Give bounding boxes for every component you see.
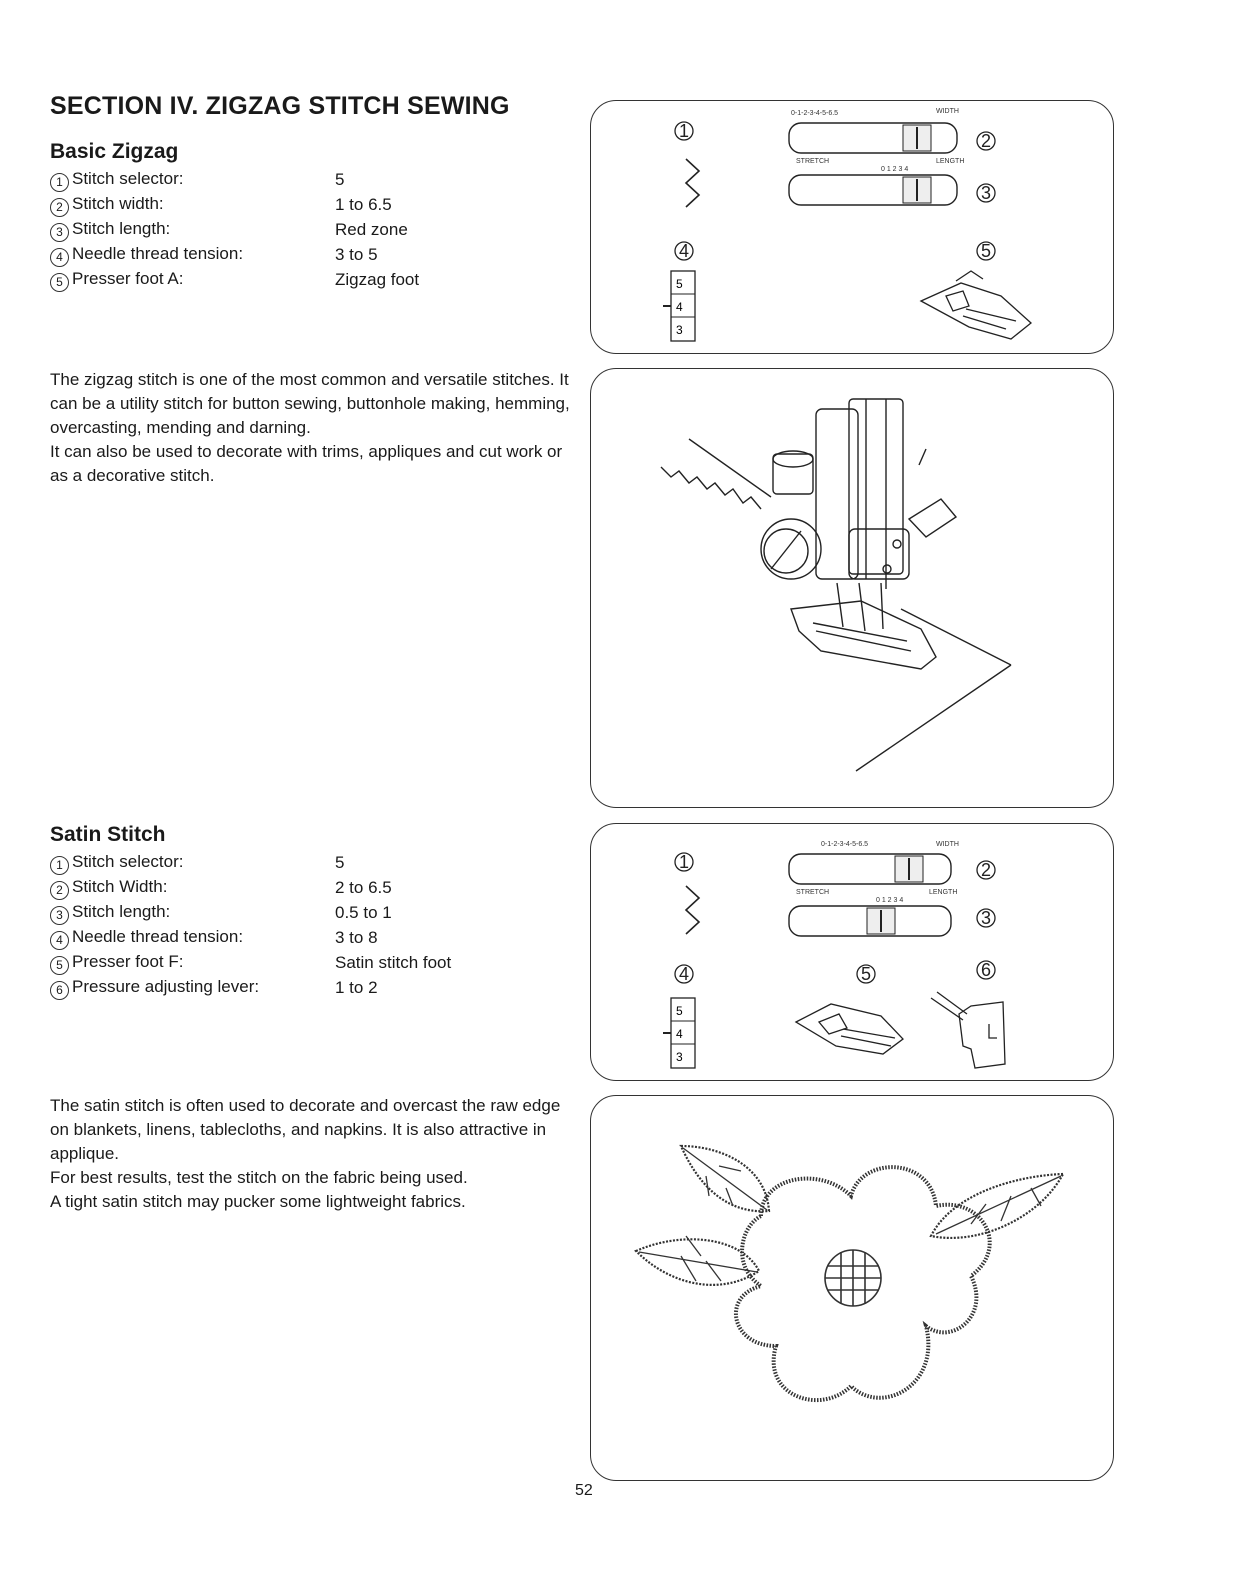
flower-center-icon	[825, 1250, 881, 1306]
callout-number: 4	[50, 248, 69, 267]
callout-number: 4	[50, 931, 69, 950]
basic-setting-row	[50, 242, 419, 267]
basic-setting-row	[50, 167, 419, 192]
setting-label: Presser foot A:	[72, 269, 184, 288]
tension-gauge-icon	[663, 998, 695, 1068]
satin-setting-row	[50, 950, 451, 975]
width-scale: 0-1-2-3-4-5-6.5	[791, 110, 839, 117]
setting-label: Stitch selector:	[72, 852, 184, 871]
width-dial	[789, 123, 957, 153]
satin-setting-row	[50, 925, 451, 950]
callout-number: 2	[50, 198, 69, 217]
setting-value: 5	[335, 852, 345, 872]
callout-6: 6	[981, 960, 992, 980]
tension-mark-5: 5	[676, 1004, 683, 1018]
tension-gauge-icon	[663, 271, 695, 341]
zigzag-stitch-icon	[686, 159, 699, 207]
setting-label: Stitch selector:	[72, 169, 184, 188]
callout-5: 5	[981, 241, 992, 261]
tension-mark-5: 5	[676, 277, 683, 291]
length-scale: 0 1 2 3 4	[881, 166, 909, 173]
stretch-label: STRETCH	[796, 158, 830, 165]
callout-4: 4	[679, 241, 690, 261]
satin-paragraph-3: A tight satin stitch may pucker some lightweight fabrics.	[50, 1192, 466, 1211]
setting-value: Red zone	[335, 219, 408, 239]
zigzag-foot-icon	[921, 271, 1031, 339]
satin-setting-row	[50, 875, 451, 900]
setting-label: Presser foot F:	[72, 952, 184, 971]
setting-value: 0.5 to 1	[335, 902, 392, 922]
presser-foot-illustration	[590, 368, 1114, 808]
basic-settings-table	[50, 167, 419, 292]
callout-number: 5	[50, 273, 69, 292]
pressure-lever-icon	[931, 992, 1005, 1068]
tension-mark-4: 4	[676, 1027, 683, 1041]
setting-label: Pressure adjusting lever:	[72, 977, 260, 996]
length-dial	[789, 175, 957, 205]
basic-paragraph-2: It can also be used to decorate with trims, appliques and cut work or as a decorative stitch.	[50, 442, 563, 485]
width-label: WIDTH	[936, 841, 959, 848]
setting-value: 2 to 6.5	[335, 877, 392, 897]
satin-setting-row	[50, 975, 451, 1000]
satin-paragraph-2: For best results, test the stitch on the fabric being used.	[50, 1168, 468, 1187]
basic-setting-row	[50, 267, 419, 292]
callout-number: 6	[50, 981, 69, 1000]
setting-value: 3 to 5	[335, 244, 378, 264]
basic-zigzag-title: Basic Zigzag	[50, 140, 179, 163]
tension-mark-4: 4	[676, 300, 683, 314]
tension-mark-3: 3	[676, 1050, 683, 1064]
tension-mark-3: 3	[676, 323, 683, 337]
basic-setting-row	[50, 217, 419, 242]
callout-4: 4	[679, 964, 690, 984]
callout-number: 3	[50, 906, 69, 925]
needle-bar-icon	[816, 399, 903, 589]
stretch-label: STRETCH	[796, 889, 830, 896]
section-title: SECTION IV. ZIGZAG STITCH SEWING	[50, 92, 510, 120]
setting-label: Stitch length:	[72, 902, 171, 921]
zigzag-stitch-icon	[686, 886, 699, 934]
satin-applique-illustration	[590, 1095, 1114, 1481]
thumb-screw-icon	[761, 451, 821, 579]
basic-paragraph-1: The zigzag stitch is one of the most common and versatile stitches. It can be a utility stitch for button sewing, buttonhole making, hemming, overcasting, mending and darning.	[50, 370, 570, 437]
setting-value: 5	[335, 169, 345, 189]
setting-label: Stitch width:	[72, 194, 164, 213]
callout-3: 3	[981, 908, 992, 928]
callout-2: 2	[981, 860, 992, 880]
basic-settings-diagram	[590, 100, 1114, 354]
length-scale: 0 1 2 3 4	[876, 897, 904, 904]
satin-settings-table	[50, 850, 451, 1000]
setting-label: Needle thread tension:	[72, 927, 244, 946]
callout-1: 1	[679, 121, 690, 141]
satin-description	[50, 1094, 570, 1214]
width-dial	[789, 854, 951, 884]
setting-value: 1 to 6.5	[335, 194, 392, 214]
width-scale: 0-1-2-3-4-5-6.5	[821, 841, 869, 848]
length-label: LENGTH	[929, 889, 958, 896]
callout-number: 1	[50, 173, 69, 192]
callout-3: 3	[981, 183, 992, 203]
satin-stitch-foot-icon	[796, 1004, 903, 1054]
satin-paragraph-1: The satin stitch is often used to decorate and overcast the raw edge on blankets, linens, tablecloths, and napkins. It is also attractive in applique.	[50, 1096, 561, 1163]
setting-value: 3 to 8	[335, 927, 378, 947]
callout-number: 3	[50, 223, 69, 242]
setting-value: Satin stitch foot	[335, 952, 452, 972]
basic-description	[50, 368, 570, 488]
zigzag-seam	[661, 467, 761, 509]
setting-label: Stitch Width:	[72, 877, 168, 896]
setting-label: Stitch length:	[72, 219, 171, 238]
satin-setting-row	[50, 900, 451, 925]
flower-applique-icon	[736, 1167, 990, 1400]
callout-number: 2	[50, 881, 69, 900]
length-label: LENGTH	[936, 158, 965, 165]
setting-value: Zigzag foot	[335, 269, 420, 289]
presser-foot-icon	[791, 583, 936, 669]
callout-2: 2	[981, 131, 992, 151]
page-number: 52	[575, 1482, 593, 1499]
basic-setting-row	[50, 192, 419, 217]
satin-settings-diagram	[590, 823, 1114, 1081]
satin-setting-row	[50, 850, 451, 875]
satin-stitch-title: Satin Stitch	[50, 823, 166, 846]
setting-value: 1 to 2	[335, 977, 378, 997]
width-label: WIDTH	[936, 108, 959, 115]
callout-5: 5	[861, 964, 872, 984]
callout-number: 1	[50, 856, 69, 875]
callout-number: 5	[50, 956, 69, 975]
callout-1: 1	[679, 852, 690, 872]
setting-label: Needle thread tension:	[72, 244, 244, 263]
